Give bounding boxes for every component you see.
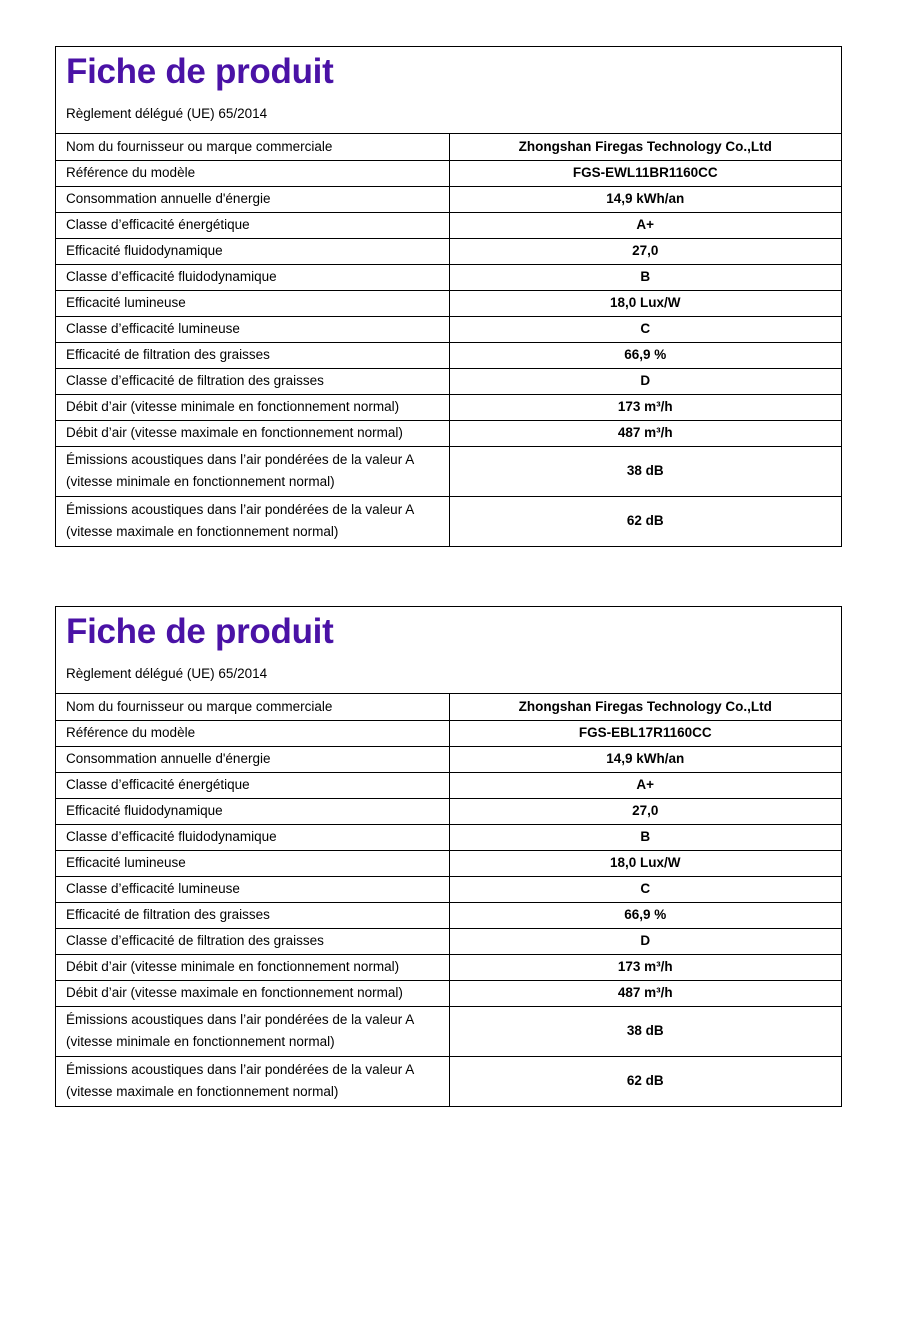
- row-value: Zhongshan Firegas Technology Co.,Ltd: [518, 698, 772, 714]
- row-label: Référence du modèle: [56, 720, 449, 746]
- row-label: Émissions acoustiques dans l’air pondérées de la valeur A (vitesse maximale en fonctionnement normal): [56, 1056, 449, 1106]
- row-label: Efficacité fluidodynamique: [56, 798, 449, 824]
- table-row: [56, 902, 841, 928]
- table-row: [56, 264, 841, 290]
- row-value: A+: [449, 212, 841, 238]
- table-row: [56, 134, 841, 160]
- row-label: Émissions acoustiques dans l’air pondérées de la valeur A (vitesse minimale en fonctionnement normal): [56, 1006, 449, 1056]
- row-label: Classe d’efficacité de filtration des graisses: [56, 928, 449, 954]
- row-value: D: [449, 928, 841, 954]
- table-row: [56, 160, 841, 186]
- row-value: 18,0 Lux/W: [449, 290, 841, 316]
- table-row: [56, 238, 841, 264]
- row-label: Consommation annuelle d'énergie: [56, 746, 449, 772]
- row-label: Classe d’efficacité lumineuse: [56, 316, 449, 342]
- row-value: 38 dB: [449, 1006, 841, 1056]
- row-value: 14,9 kWh/an: [449, 186, 841, 212]
- row-label: Nom du fournisseur ou marque commerciale: [56, 694, 449, 720]
- table-row: [56, 746, 841, 772]
- table-row: [56, 290, 841, 316]
- row-label: Débit d’air (vitesse maximale en fonctionnement normal): [56, 420, 449, 446]
- row-label: Classe d’efficacité fluidodynamique: [56, 264, 449, 290]
- row-value: C: [449, 316, 841, 342]
- specs-table: [56, 694, 841, 1106]
- row-value: 66,9 %: [449, 342, 841, 368]
- row-value: 14,9 kWh/an: [449, 746, 841, 772]
- row-label: Classe d’efficacité lumineuse: [56, 876, 449, 902]
- row-value: FGS-EWL11BR1160CC: [449, 160, 841, 186]
- row-label: Classe d’efficacité énergétique: [56, 772, 449, 798]
- table-row: [56, 824, 841, 850]
- row-value: 487 m³/h: [449, 980, 841, 1006]
- row-value: 18,0 Lux/W: [449, 850, 841, 876]
- table-row: [56, 186, 841, 212]
- table-row: [56, 850, 841, 876]
- table-row: [56, 446, 841, 496]
- regulation-text: Règlement délégué (UE) 65/2014: [66, 106, 268, 121]
- table-row: [56, 876, 841, 902]
- table-row: [56, 1056, 841, 1106]
- row-value: 66,9 %: [449, 902, 841, 928]
- table-row: [56, 980, 841, 1006]
- sheet-title: Fiche de produit: [66, 612, 334, 651]
- row-label: Débit d’air (vitesse minimale en fonctionnement normal): [56, 954, 449, 980]
- table-row: [56, 1006, 841, 1056]
- row-label: Efficacité lumineuse: [56, 850, 449, 876]
- specs-table: [56, 134, 841, 546]
- table-row: [56, 928, 841, 954]
- sheet-title: Fiche de produit: [66, 52, 334, 91]
- row-value: 38 dB: [449, 446, 841, 496]
- row-label: Émissions acoustiques dans l’air pondérées de la valeur A (vitesse maximale en fonctionnement normal): [56, 496, 449, 546]
- row-label: Débit d’air (vitesse minimale en fonctionnement normal): [56, 394, 449, 420]
- row-label: Efficacité de filtration des graisses: [56, 342, 449, 368]
- row-value: 173 m³/h: [449, 394, 841, 420]
- row-label: Référence du modèle: [56, 160, 449, 186]
- table-row: [56, 798, 841, 824]
- row-value: B: [449, 824, 841, 850]
- row-label: Nom du fournisseur ou marque commerciale: [56, 134, 449, 160]
- row-label: Classe d’efficacité fluidodynamique: [56, 824, 449, 850]
- row-value: C: [449, 876, 841, 902]
- regulation-text: Règlement délégué (UE) 65/2014: [66, 666, 268, 681]
- row-value: B: [449, 264, 841, 290]
- row-value: 487 m³/h: [449, 420, 841, 446]
- table-row: [56, 954, 841, 980]
- row-label: Débit d’air (vitesse maximale en fonctionnement normal): [56, 980, 449, 1006]
- table-row: [56, 420, 841, 446]
- row-label: Consommation annuelle d'énergie: [56, 186, 449, 212]
- row-value: 62 dB: [449, 496, 841, 546]
- row-value: 27,0: [449, 798, 841, 824]
- row-value: 27,0: [449, 238, 841, 264]
- table-row: [56, 212, 841, 238]
- product-sheet: [55, 606, 842, 1107]
- product-sheet: [55, 46, 842, 547]
- row-value: 62 dB: [449, 1056, 841, 1106]
- table-row: [56, 496, 841, 546]
- row-value: FGS-EBL17R1160CC: [449, 720, 841, 746]
- row-label: Efficacité de filtration des graisses: [56, 902, 449, 928]
- row-value: Zhongshan Firegas Technology Co.,Ltd: [518, 138, 772, 154]
- sheet-header: [56, 47, 841, 134]
- table-row: [56, 394, 841, 420]
- row-value: 173 m³/h: [449, 954, 841, 980]
- row-label: Émissions acoustiques dans l’air pondérées de la valeur A (vitesse minimale en fonctionnement normal): [56, 446, 449, 496]
- row-label: Efficacité lumineuse: [56, 290, 449, 316]
- table-row: [56, 772, 841, 798]
- table-row: [56, 720, 841, 746]
- table-row: [56, 694, 841, 720]
- table-row: [56, 368, 841, 394]
- table-row: [56, 342, 841, 368]
- row-label: Efficacité fluidodynamique: [56, 238, 449, 264]
- row-label: Classe d’efficacité de filtration des graisses: [56, 368, 449, 394]
- row-value: D: [449, 368, 841, 394]
- row-label: Classe d’efficacité énergétique: [56, 212, 449, 238]
- table-row: [56, 316, 841, 342]
- sheet-header: [56, 607, 841, 694]
- row-value: A+: [449, 772, 841, 798]
